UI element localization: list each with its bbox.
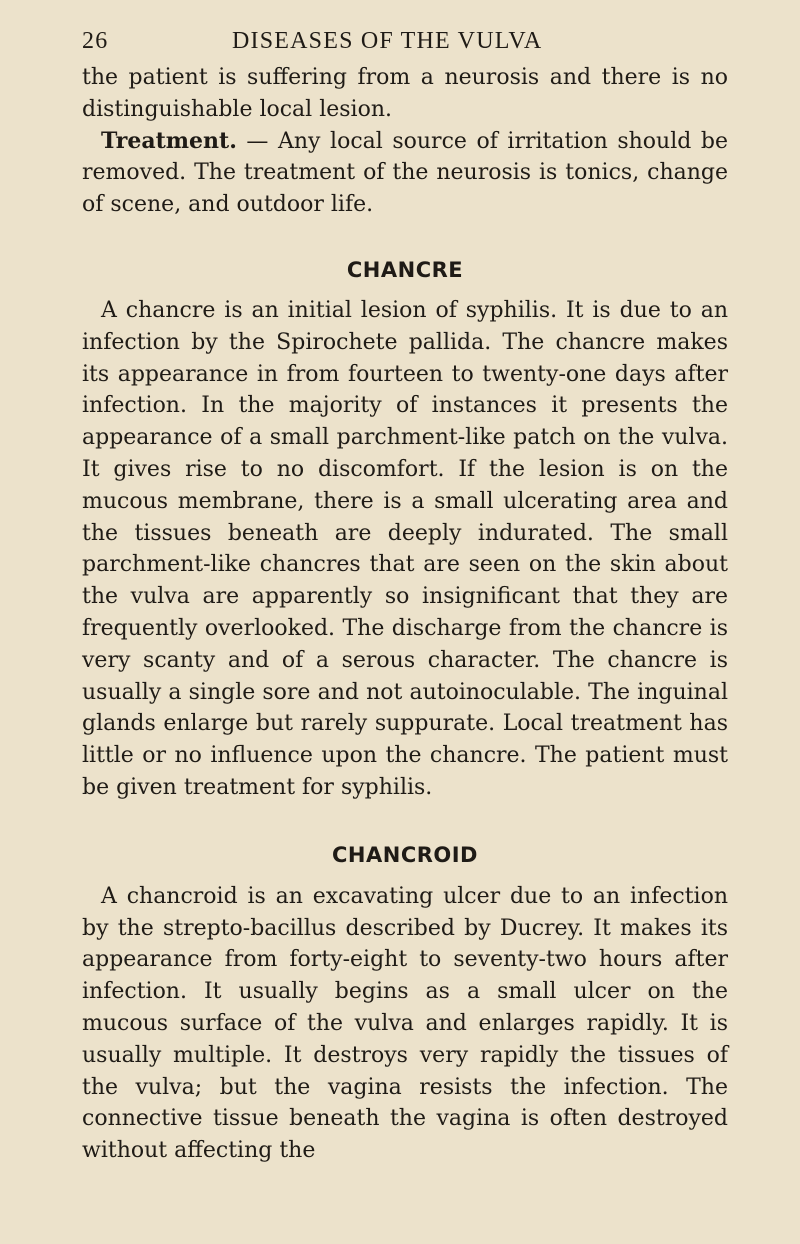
chancre-paragraph: A chancre is an initial lesion of syphilis. It is due to an infection by the Spirochete pallida. The chancre makes its appearance in from fourteen to twenty-one days after infection. In the majority of instances it presents the appearance of a small parchment-like patch on the vulva. It gives rise to no discomfort. If the lesion is on the mucous membrane, there is a small ulcerating area and the tissues beneath are deeply indurated. The small parchment-like chancres that are seen on the skin about the vulva are apparently so insignificant that they are frequently overlooked. The discharge from the chancre is very scanty and of a serous character. The chancre is usually a single sore and not autoinoculable. The inguinal glands enlarge but rarely suppurate. Local treatment has little or no influence upon the chancre. The patient must be given treatment for syphilis. (82, 297, 728, 800)
chancroid-paragraph: A chancroid is an excavating ulcer due to an infection by the strepto-bacillus described by Ducrey. It makes its appearance from forty-eight to seventy-two hours after infection. It usually begins as a small ulcer on the mucous surface of the vulva and enlarges rapidly. It is usually multiple. It destroys very rapidly the tissues of the vulva; but the vagina resists the infection. The connective tissue beneath the vagina is often destroyed without affecting the (82, 883, 728, 1164)
chancre-heading: CHANCRE (346, 257, 464, 282)
chancroid-heading: CHANCROID (332, 842, 478, 867)
treatment-text: — Any local source of irritation should be removed. The treatment of the neurosis is tonics, change of scene, and outdoor life. (82, 128, 728, 218)
page-number: 26 (82, 28, 109, 54)
treatment-paragraph (82, 126, 728, 221)
page-header (82, 28, 728, 62)
treatment-label: Treatment. (101, 127, 237, 154)
continuation-paragraph: the patient is suffering from a neurosis and there is no distinguishable local lesion. (82, 65, 728, 122)
running-head: DISEASES OF THE VULVA (232, 28, 543, 54)
